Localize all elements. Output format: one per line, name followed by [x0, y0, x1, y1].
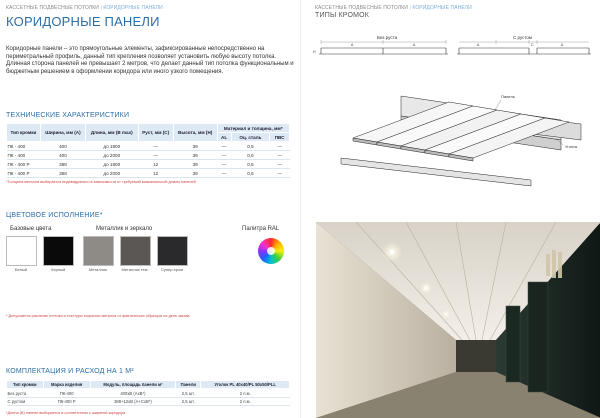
cell: —: [270, 151, 290, 160]
swatch-label: Металлик тем.: [121, 267, 149, 272]
breadcrumb-current[interactable]: КОРИДОРНЫЕ ПАНЕЛИ: [412, 5, 472, 11]
cell: 388: [40, 160, 85, 169]
cell: ПК - 400: [7, 142, 41, 151]
cell: 2 п.м.: [201, 389, 290, 397]
cell: 39: [173, 169, 217, 178]
kit-header: Уголок PL 40х40/PL 50х50/PLL: [201, 381, 290, 389]
label-panel: Панель: [501, 94, 515, 99]
label-a2: A: [413, 43, 416, 47]
swatch-metallic-dark[interactable]: [120, 236, 151, 266]
breadcrumb-separator: |: [100, 5, 102, 11]
swatch-super-chrome[interactable]: [157, 236, 188, 266]
cell: —: [138, 142, 173, 151]
spec-subheader: AL: [217, 133, 231, 142]
spec-table: [6, 123, 290, 178]
cell: ПК-400: [43, 389, 90, 397]
description: Коридорные панели – это прямоугольные элементы, зафиксированные непосредственно на периметральный профиль, данный тип крепления позволяет установить любую высоту потолка. Длинная сторона панелей не превышает 2 метров, что делает данный тип потолка функциональным и бюджетным решением в оформлении коридора или иного узкого помещения.: [6, 46, 294, 75]
label-c: C: [531, 43, 534, 47]
cell: 400: [40, 142, 85, 151]
cell: 39: [173, 142, 217, 151]
cell: —: [270, 142, 290, 151]
kit-header: Марка изделия: [43, 381, 90, 389]
color-title: ЦВЕТОВОЕ ИСПОЛНЕНИЕ*: [6, 212, 103, 219]
color-group-ral: Палитра RAL: [242, 226, 280, 232]
cell: ПК - 400 Р: [7, 160, 41, 169]
isometric-panels-drawing: [341, 96, 581, 186]
label-with-rust: С рустом: [513, 35, 533, 40]
cell: —: [217, 151, 231, 160]
kit-table: [6, 380, 290, 406]
swatch-white[interactable]: [6, 236, 37, 266]
spec-header: Тип кромки: [7, 124, 41, 142]
cell: ПК - 400 Р: [7, 169, 41, 178]
color-footnote: * Допускается различие оттенка и текстуры покрытия металла от фактических образцов на день заказа: [6, 314, 190, 318]
profile-no-rust: [319, 40, 448, 54]
spec-header: Длина, мм (B max): [85, 124, 138, 142]
label-angle: Уголок: [565, 144, 578, 149]
cell: ПК - 400: [7, 151, 41, 160]
page-title: КОРИДОРНЫЕ ПАНЕЛИ: [6, 14, 160, 29]
kit-header: Панели: [176, 381, 201, 389]
table-row: [7, 397, 290, 405]
spec-subheader: ПВС: [270, 133, 290, 142]
label-h: H: [313, 50, 316, 54]
breadcrumb-current[interactable]: КОРИДОРНЫЕ ПАНЕЛИ: [103, 5, 163, 11]
spec-title: ТЕХНИЧЕСКИЕ ХАРАКТЕРИСТИКИ: [6, 112, 130, 119]
cell: Без руста: [7, 389, 44, 397]
spec-header: Ширина, мм (A): [40, 124, 85, 142]
kit-header: Тип кромки: [7, 381, 44, 389]
cell: 2,5 шт.: [176, 389, 201, 397]
kit-title: КОМПЛЕКТАЦИЯ И РАСХОД НА 1 М²: [6, 368, 134, 375]
breadcrumb-main[interactable]: КАССЕТНЫЕ ПОДВЕСНЫЕ ПОТОЛКИ: [315, 5, 408, 11]
table-row: [7, 151, 290, 160]
cell: до 2000: [85, 169, 138, 178]
cell: 2,5 шт.: [176, 397, 201, 405]
cell: —: [270, 169, 290, 178]
cell: —: [138, 151, 173, 160]
cell: ПК-400 Р: [43, 397, 90, 405]
swatch-label: Супер-хром: [160, 267, 184, 272]
cell: 0,6: [231, 169, 270, 178]
right-page: [300, 0, 600, 418]
edge-profile-drawing: [301, 0, 600, 222]
edge-types-title: ТИПЫ КРОМОК: [315, 12, 370, 19]
label-no-rust: Без руста: [377, 35, 398, 40]
cell: 0,5: [231, 142, 270, 151]
color-group-metallic: Металлик и зеркало: [96, 226, 153, 232]
cell: 400: [40, 151, 85, 160]
table-row: [7, 160, 290, 169]
breadcrumb-main[interactable]: КАССЕТНЫЕ ПОДВЕСНЫЕ ПОТОЛКИ: [6, 5, 99, 11]
spec-header-material: Материал и толщина, мм*: [217, 124, 289, 133]
cell: —: [270, 160, 290, 169]
breadcrumb-separator: |: [409, 5, 411, 11]
kit-footnote: *Длина (B) панели выбирается в соответствии с шириной коридора: [6, 411, 126, 415]
label-a4: A: [561, 43, 564, 47]
swatch-black[interactable]: [43, 236, 74, 266]
ral-palette-center: [267, 247, 275, 255]
cell: 39: [173, 151, 217, 160]
table-row: [7, 142, 290, 151]
label-a1: A: [351, 43, 354, 47]
cell: 400хB (АхВ*): [90, 389, 175, 397]
breadcrumb: [6, 5, 163, 11]
spec-header: Высота, мм (H): [173, 124, 217, 142]
table-row: [7, 169, 290, 178]
cell: —: [217, 169, 231, 178]
cell: 12: [138, 160, 173, 169]
cell: С рустом: [7, 397, 44, 405]
cell: до 1800: [85, 160, 138, 169]
corridor-photo: [316, 222, 600, 418]
spec-footnote: *Толщина металла выбирается индивидуально в зависимости от требуемой максимальной длины панелей: [6, 180, 196, 184]
swatch-label: Металлик: [88, 267, 108, 272]
cell: 0,5: [231, 160, 270, 169]
cell: 388: [40, 169, 85, 178]
cell: —: [217, 160, 231, 169]
cell: 388+12хB (А+СхВ*): [90, 397, 175, 405]
cell: до 1800: [85, 142, 138, 151]
spec-header: Руст, мм (C): [138, 124, 173, 142]
color-group-basic: Базовые цвета: [10, 226, 52, 232]
label-a3: A: [477, 43, 480, 47]
swatch-label: Черный: [50, 267, 66, 272]
cell: 12: [138, 169, 173, 178]
cell: —: [217, 142, 231, 151]
cell: 2 п.м.: [201, 397, 290, 405]
swatch-metallic[interactable]: [83, 236, 114, 266]
cell: 39: [173, 160, 217, 169]
spec-subheader: Оц. сталь: [231, 133, 270, 142]
kit-header: Модуль, площадь панели м²: [90, 381, 175, 389]
swatch-label: Белый: [14, 267, 28, 272]
table-row: [7, 389, 290, 397]
cell: 0,6: [231, 151, 270, 160]
cell: до 2000: [85, 151, 138, 160]
